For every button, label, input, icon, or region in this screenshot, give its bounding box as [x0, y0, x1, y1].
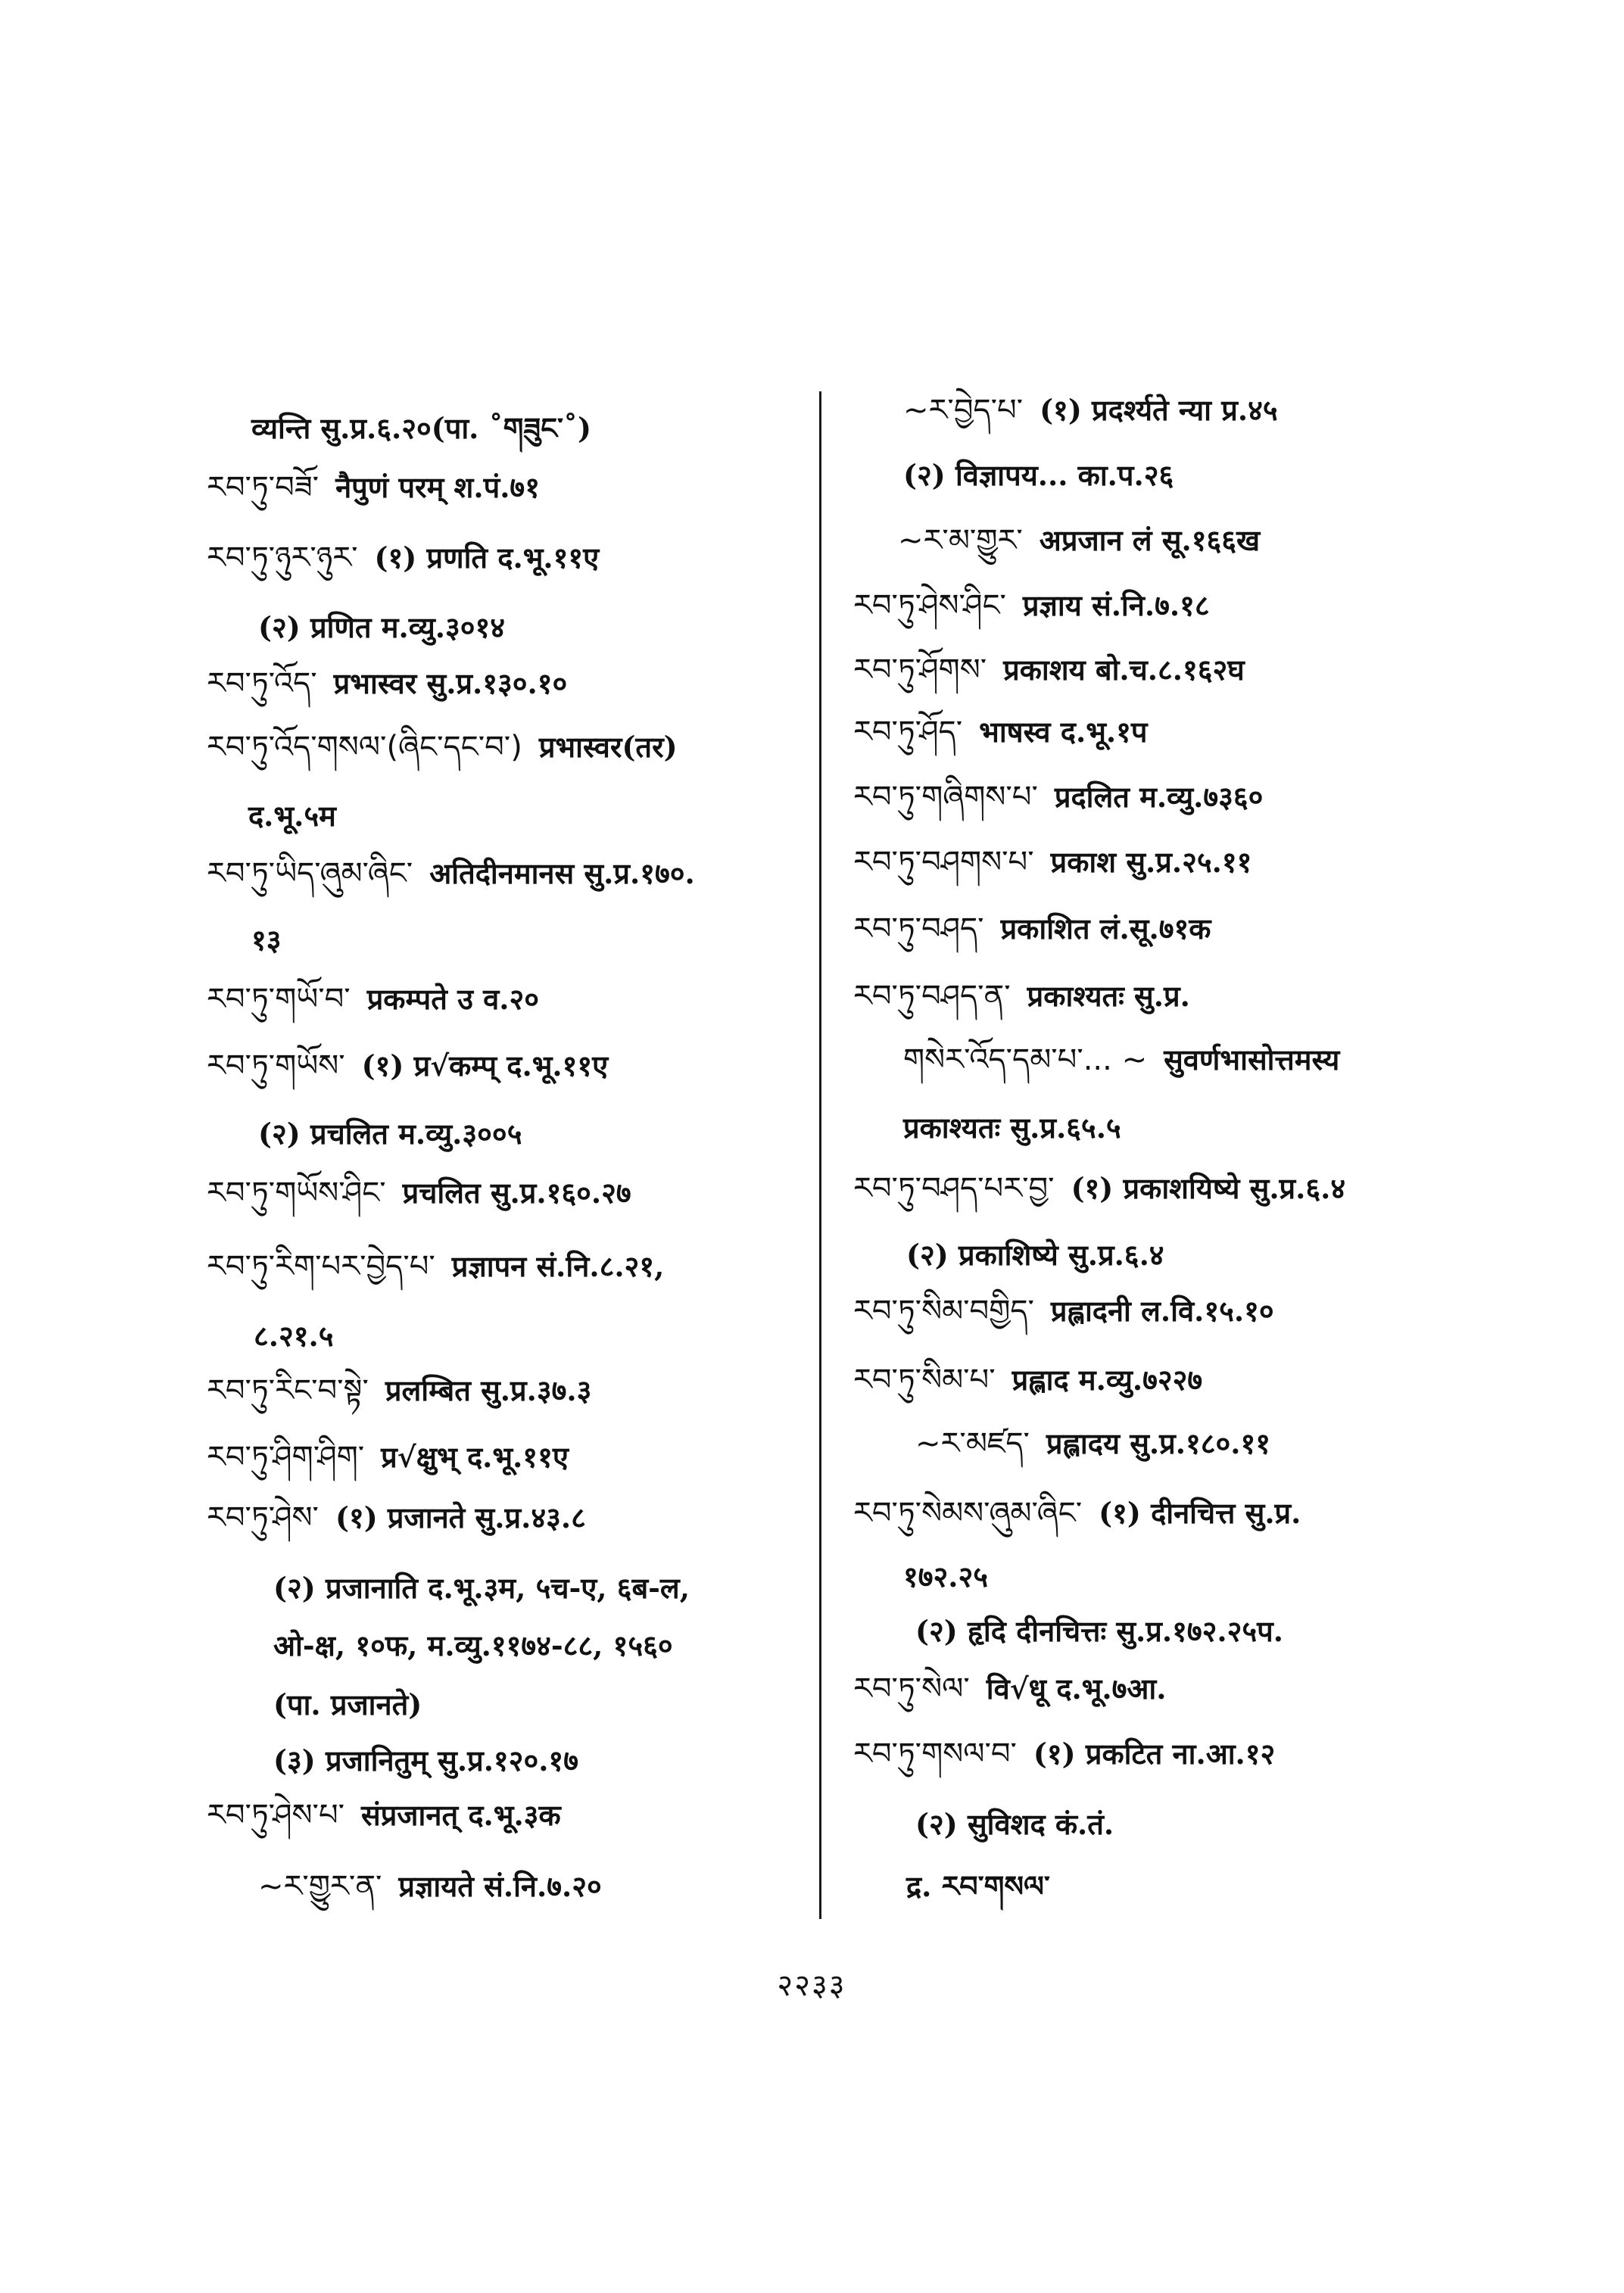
- tibetan-headword: རབ་ཏུ་ཤོགས་: [853, 653, 987, 687]
- entry-line: [258, 1868, 602, 1905]
- entry-text: १३: [251, 923, 282, 957]
- sanskrit-equivalent: प्रज्ञायते सं.नि.७.२०: [398, 1869, 602, 1903]
- entry-line: [273, 1628, 673, 1664]
- tibetan-headword: རབ་ཏུ་བཤགས་པ་: [853, 845, 1034, 880]
- entry-line: [853, 1170, 1345, 1207]
- sanskrit-equivalent: प्रकाश सु.प्र.२५.११: [1050, 845, 1252, 879]
- column-divider: [819, 391, 821, 1919]
- entry-line: [853, 1293, 1274, 1329]
- sanskrit-equivalent: प्रभास्वर(तर): [538, 730, 678, 764]
- entry-line: [207, 981, 539, 1017]
- tibetan-headword: རབ་ཏུ་བཤད་: [853, 911, 984, 946]
- sanskrit-equivalent: प्रलम्बित सु.प्र.३७.३: [385, 1373, 592, 1407]
- sanskrit-equivalent: प्रकाशित लं.सू.७१क: [1000, 911, 1211, 946]
- entry-line: [207, 855, 695, 892]
- entry-line: [254, 1318, 334, 1354]
- entry-line: [207, 1797, 561, 1833]
- sanskrit-equivalent: प्र√क्षुभ् द.भू.११ए: [381, 1440, 569, 1474]
- tibetan-headword: རབ་ཏུ་ཤིག་ཤིག་: [207, 1440, 365, 1475]
- entry-line: [207, 1175, 631, 1211]
- sanskrit-equivalent: प्रज्ञाय सं.नि.७.१८: [1022, 588, 1210, 622]
- sanskrit-equivalent: प्रह्लादय सु.प्र.१८०.११: [1046, 1426, 1271, 1460]
- sanskrit-equivalent: (१) प्र√कम्प् द.भू.११ए: [361, 1048, 609, 1083]
- entry-line: [906, 1237, 1164, 1273]
- entry-line: [251, 410, 591, 447]
- entry-line: [207, 729, 678, 765]
- entry-text: (२) प्रकाशिष्ये सु.प्र.६.४: [906, 1238, 1164, 1272]
- sanskrit-equivalent: (१) प्रदर्श्यते न्या प्र.४५: [1040, 393, 1278, 427]
- entry-line: [207, 665, 567, 702]
- entry-text: (२) हृदि दीनचित्तः सु.प्र.१७२.२५प.: [915, 1614, 1283, 1648]
- tibetan-headword: རབ་ཏུ་བཤད་པར་བྱ་: [853, 1171, 1055, 1206]
- sanskrit-equivalent: वि√धू द.भू.७आ.: [986, 1671, 1167, 1706]
- sanskrit-equivalent: प्रभास्वर सु.प्र.१३०.१०: [333, 666, 568, 700]
- tibetan-headword: རབ་ཏུ་འོད་: [207, 666, 317, 701]
- tibetan-headword: ~ར་མ་གྱུར་: [898, 523, 1023, 558]
- tibetan-headword: རབ་ཏུ་སེལ་: [853, 1671, 970, 1706]
- entry-line: [248, 798, 336, 834]
- entry-line: [906, 1868, 1050, 1905]
- sanskrit-equivalent: प्रकम्पते उ व.२०: [366, 982, 540, 1016]
- page-number: २२३३: [777, 1968, 846, 2003]
- entry-line: [853, 714, 1147, 750]
- cross-reference: द्र. རབ་གསལ་: [906, 1869, 1050, 1903]
- entry-line: [853, 844, 1252, 880]
- entry-line: [853, 911, 1211, 947]
- entry-line: [207, 1439, 569, 1475]
- sanskrit-equivalent: (१) प्रणति द.भू.११ए: [374, 541, 600, 575]
- sanskrit-equivalent: (१) प्रकटित ना.आ.१२: [1033, 1737, 1276, 1771]
- entry-line: [915, 1425, 1270, 1462]
- sanskrit-equivalent: प्रचलित सु.प्र.१६०.२७: [402, 1176, 631, 1210]
- tibetan-headword: རབ་ཏུ་གསལ་བ་: [853, 1737, 1017, 1771]
- tibetan-headword: རབ་ཏུ་གཡོས་ཤིང་: [207, 1176, 386, 1210]
- entry-line: [853, 1362, 1202, 1398]
- sanskrit-equivalent: भाषस्व द.भू.१प: [979, 715, 1148, 749]
- tibetan-headword: ~ར་གྱུར་ན་: [258, 1869, 382, 1904]
- tibetan-headword: ~ར་བྱེད་པ་: [903, 393, 1024, 428]
- entry-text: प्रकाश्यतः सु.प्र.६५.५: [903, 1111, 1121, 1145]
- entry-line: [273, 1570, 690, 1606]
- entry-line: [273, 1743, 578, 1779]
- entry-text: १७२.२५: [903, 1559, 989, 1594]
- tibetan-headword: གསེར་འོད་དམ་པ་... ~: [903, 1042, 1148, 1077]
- sanskrit-equivalent: प्रदलित म.व्यु.७३६०: [1054, 780, 1264, 814]
- sanskrit-equivalent: प्रह्लाद म.व्यु.७२२७: [1011, 1363, 1203, 1397]
- tibetan-headword: རབ་ཏུ་རིང་བ་སྟེ་: [207, 1373, 369, 1408]
- entry-line: [207, 1248, 664, 1285]
- entry-line: [853, 1495, 1301, 1531]
- tibetan-headword: རབ་ཏུ་ཤེས་: [207, 1500, 319, 1535]
- tibetan-headword: རབ་ཏུ་ཤོད་: [853, 715, 963, 749]
- entry-line: [903, 1110, 1121, 1146]
- entry-text: व्यन्ति सु.प्र.६.२०(पा. ˚གཟུང་˚): [251, 411, 592, 445]
- entry-line: [853, 779, 1263, 815]
- entry-text: ओ-क्ष, १०फ, म.व्यु.११७४-८८, १५६०: [273, 1628, 673, 1662]
- entry-text: (२) प्रजानाति द.भू.३म, ५च-ए, ६ब-ल,: [273, 1571, 690, 1605]
- sanskrit-equivalent: प्रज्ञापन सं.नि.८.२१,: [451, 1249, 665, 1283]
- entry-text: ८.२१.५: [254, 1319, 334, 1353]
- sanskrit-equivalent: संप्रजानत् द.भू.३क: [361, 1798, 561, 1832]
- entry-line: [207, 469, 540, 506]
- entry-line: [915, 1613, 1283, 1650]
- entry-line: [903, 457, 1174, 494]
- entry-line: [273, 1687, 422, 1723]
- entry-line: [903, 1042, 1339, 1078]
- tibetan-headword: རབ་ཏུ་གཞིགས་པ་: [853, 780, 1038, 815]
- entry-text: (पा. प्रजानते): [273, 1687, 422, 1721]
- entry-text: (२) प्रचलित म.व्यु.३००५: [258, 1117, 522, 1151]
- entry-line: [258, 609, 505, 646]
- sanskrit-equivalent: प्रह्लादनी ल.वि.१५.१०: [1050, 1294, 1274, 1328]
- tibetan-headword: རབ་ཏུ་རིག་པར་བྱེད་པ་: [207, 1249, 435, 1284]
- sanskrit-equivalent: (१) प्रजानते सु.प्र.४३.८: [335, 1500, 586, 1534]
- tibetan-headword: རབ་ཏུ་བཟོ་: [207, 470, 320, 505]
- entry-line: [207, 1372, 591, 1409]
- sanskrit-equivalent: प्रकाशय बो.च.८.१६२घ: [1003, 653, 1245, 687]
- tibetan-headword: རབ་ཏུ་འོད་གསལ་(ཞིང་དང་བ་): [207, 730, 522, 765]
- tibetan-headword: རབ་ཏུ་སེམས་ཞུམ་ཞིང་: [853, 1496, 1083, 1531]
- tibetan-headword: རབ་ཏུ་གཡོས་: [207, 1048, 345, 1083]
- tibetan-headword: རབ་ཏུ་ཡིད་ཞུམ་ཞིང་: [207, 856, 413, 891]
- entry-line: [898, 522, 1260, 559]
- sanskrit-equivalent: प्रकाश्यतः सु.प्र.: [1027, 979, 1190, 1013]
- entry-line: [258, 1116, 522, 1152]
- entry-line: [207, 540, 599, 576]
- sanskrit-equivalent: (१) दीनचित्त सु.प्र.: [1099, 1496, 1301, 1530]
- entry-line: [207, 1048, 608, 1084]
- entry-line: [853, 587, 1210, 624]
- entry-line: [853, 652, 1245, 688]
- sanskrit-equivalent: (१) प्रकाशयिष्ये सु.प्र.६.४: [1071, 1171, 1346, 1205]
- sanskrit-equivalent: नैपुणं परम् श.पं.७१: [335, 470, 540, 504]
- entry-text: द.भू.५म: [248, 799, 336, 833]
- tibetan-headword: རབ་ཏུ་གཡོ་བ་: [207, 982, 351, 1017]
- tibetan-headword: རབ་ཏུ་ཉུར་ཉུར་: [207, 541, 358, 575]
- entry-text: (३) प्रजानितुम् सु.प्र.१२०.१७: [273, 1743, 578, 1777]
- entry-line: [853, 978, 1190, 1014]
- tibetan-headword: རབ་ཏུ་ཤེས་པ་: [207, 1798, 344, 1833]
- tibetan-headword: རབ་ཏུ་སིམ་པ་: [853, 1363, 996, 1397]
- entry-line: [853, 1671, 1166, 1707]
- sanskrit-equivalent: अप्रजान लं सू.१६६ख: [1039, 523, 1261, 557]
- sanskrit-equivalent: अतिदीनमानस सु.प्र.१७०.: [429, 856, 695, 890]
- entry-line: [853, 1736, 1275, 1772]
- entry-line: [915, 1806, 1114, 1843]
- entry-text: (२) सुविशद कं.तं.: [915, 1807, 1114, 1841]
- entry-line: [903, 1559, 988, 1595]
- right-column: [829, 0, 1609, 2293]
- tibetan-headword: རབ་ཏུ་སིམ་བགྱིད་: [853, 1294, 1034, 1329]
- entry-line: [251, 922, 282, 958]
- entry-line: [903, 392, 1278, 428]
- left-column: [0, 0, 810, 2293]
- entry-text: (२) प्रणित म.व्यु.३०१४: [258, 610, 506, 644]
- tibetan-headword: ~ར་མཛད་: [915, 1426, 1030, 1461]
- tibetan-headword: རབ་ཏུ་བཤད་ན་: [853, 979, 1011, 1014]
- entry-line: [207, 1500, 586, 1536]
- tibetan-headword: རབ་ཏུ་ཤེས་ཤིང་: [853, 588, 1006, 623]
- sanskrit-equivalent: सुवर्णभासोत्तमस्य: [1164, 1042, 1340, 1076]
- entry-text: (२) विज्ञापय... का.प.२६: [903, 458, 1174, 492]
